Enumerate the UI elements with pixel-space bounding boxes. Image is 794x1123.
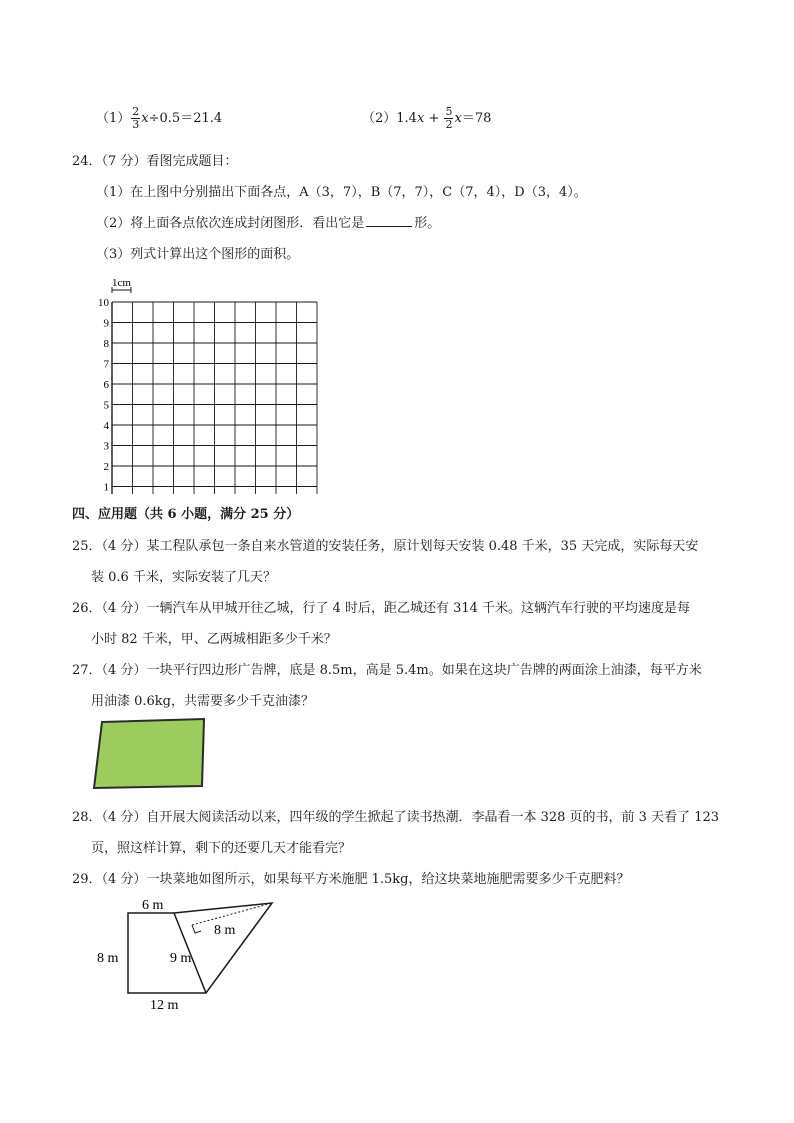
y-tick-label: 6 <box>103 379 109 391</box>
q23-eq1-numerator: 2 <box>132 105 140 118</box>
q23-equation-1 <box>96 106 222 131</box>
q23-eq2-coef: 1.4 <box>396 111 417 126</box>
q23-eq2-var1: x <box>416 111 425 126</box>
y-tick-label: 5 <box>103 399 109 412</box>
answer-blank[interactable] <box>366 214 412 227</box>
q28-line-1: 28．（4 分）自开展大阅读活动以来，四年级的学生掀起了读书热潮．李晶看一本 328 页的书，前 3 天看了 123 <box>72 810 720 825</box>
y-tick-label: 9 <box>103 317 109 330</box>
label-left: 8 m <box>97 951 119 966</box>
q23-eq2-plus: + <box>424 111 444 126</box>
y-tick-label: 4 <box>103 420 109 432</box>
label-middle: 9 m <box>170 951 192 966</box>
grid-lines <box>112 302 317 494</box>
label-bottom: 12 m <box>150 998 179 1013</box>
q24-step-2 <box>96 212 440 231</box>
parallelogram-figure <box>88 716 212 792</box>
q29-line-1: 29．（4 分）一块菜地如图所示，如果每平方米施肥 1.5kg，给这块菜地施肥需要多少千克肥料？ <box>72 872 630 887</box>
parallelogram <box>94 719 204 788</box>
y-tick-label: 1 <box>103 481 109 494</box>
q23-eq2-index: （2） <box>362 111 397 126</box>
q26-line-2: 小时 82 千米，甲、乙两城相距多少千米？ <box>91 632 337 647</box>
grid-ticks <box>98 297 323 494</box>
right-angle-mark <box>192 925 201 933</box>
q23-eq1-rest: ÷0.5＝21.4 <box>148 111 223 126</box>
q25-line-2: 装 0.6 千米，实际安装了几天？ <box>91 570 276 585</box>
q23-eq1-index: （1） <box>96 111 131 126</box>
q23-eq2-fraction <box>444 106 453 131</box>
q23-eq1-fraction <box>131 106 140 131</box>
q23-eq2-rest: ＝78 <box>461 111 492 126</box>
section-heading: 四、应用题（共 6 小题，满分 25 分） <box>72 507 300 522</box>
label-top: 6 m <box>142 898 164 913</box>
q23-eq1-var: x <box>141 111 149 126</box>
q28-line-2: 页，照这样计算，剩下的还要几天才能看完？ <box>91 841 352 856</box>
coordinate-grid <box>88 272 338 494</box>
y-tick-label: 3 <box>103 440 109 453</box>
y-tick-label: 7 <box>103 358 109 371</box>
q23-eq1-denominator: 3 <box>132 118 140 131</box>
q25-line-1: 25．（4 分）某工程队承包一条自来水管道的安装任务，原计划每天安装 0.48 千米，35 天完成，实际每天安 <box>72 539 699 554</box>
label-diagonal: 8 m <box>214 923 236 938</box>
q23-eq2-var2: x <box>454 111 462 126</box>
y-tick-label: 2 <box>103 461 109 473</box>
q24-step-1: （1）在上图中分别描出下面各点，A（3，7），B（7，7），C（7，4），D（3，4）。 <box>96 185 587 200</box>
q26-line-1: 26．（4 分）一辆汽车从甲城开往乙城，行了 4 时后，距乙城还有 314 千米。这辆汽车行驶的平均速度是每 <box>72 601 691 616</box>
scale-label: 1cm <box>112 277 131 289</box>
height-line <box>192 903 272 925</box>
q23-eq2-numerator: 5 <box>445 105 453 118</box>
q23-eq2-denominator: 2 <box>445 118 453 131</box>
q27-line-1: 27．（4 分）一块平行四边形广告牌，底是 8.5m，高是 5.4m。如果在这块广告牌的两面涂上油漆，每平方米 <box>72 663 702 678</box>
y-tick-label: 8 <box>103 338 109 350</box>
q24-heading: 24．（7 分）看图完成题目： <box>72 154 238 169</box>
field-figure <box>94 895 284 1015</box>
q24-step-2-suffix: 形。 <box>414 216 441 231</box>
q24-step-2-text: （2）将上面各点依次连成封闭图形．看出它是 <box>96 216 365 231</box>
y-tick-label: 10 <box>98 297 109 309</box>
q27-line-2: 用油漆 0.6kg，共需要多少千克油漆？ <box>91 694 315 709</box>
q24-step-3: （3）列式计算出这个图形的面积。 <box>96 247 300 262</box>
q23-equation-2 <box>362 106 491 131</box>
